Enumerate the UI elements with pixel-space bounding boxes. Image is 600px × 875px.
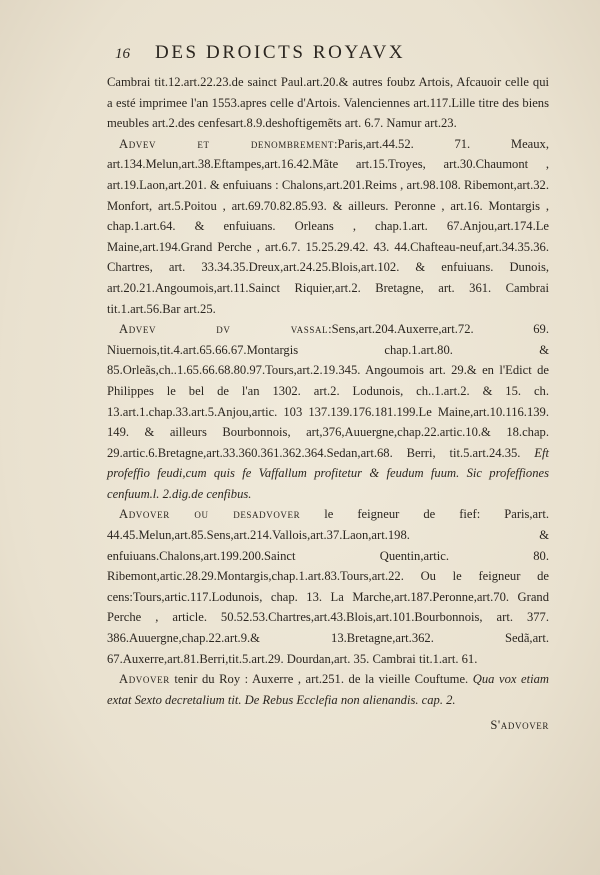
entry-heading: Advover ou desadvover [119, 507, 301, 522]
page-number: 16 [115, 46, 130, 62]
text-block [107, 42, 549, 736]
paragraph [107, 504, 549, 669]
paragraph-text: tenir du Roy : Auxerre , art.251. de la vieille Couftume. [169, 672, 473, 687]
paragraph [107, 134, 549, 319]
paragraph [107, 669, 549, 710]
paragraph [107, 319, 549, 504]
entry-heading: Advev dv vassal [119, 322, 329, 337]
entry-heading: Advev et denombrement [119, 136, 335, 151]
entry-heading: Advover [119, 672, 170, 687]
page-header [107, 42, 549, 70]
paragraph [107, 72, 549, 134]
catchword: S'advover [490, 718, 549, 733]
paragraph-text: Cambrai tit.12.art.22.23.de sainct Paul.art.20.& autres foubz Artois, Afcauoir celle qui a esté imprimee l'an 1553.apres celle d'Artois. Valenciennes art.117.Lille titre des biens meubles art.2.des cenfesart.8.9.deshoftigemẽts art. 6.7. Namur art.23. [107, 75, 549, 131]
latin-citation: Eft profeffio feudi,cum quis fe Vaffallum profitetur & feudum fuum. Sic profeffiones cenfuum.l. 2.dig.de cenfibus. [107, 445, 549, 501]
paragraph-text: le feigneur de fief: Paris,art. 44.45.Melun,art.85.Sens,art.214.Vallois,art.37.Laon,art.198. & enfuiuans.Chalons,art.199.200.Sainct Quentin,artic. 80. Ribemont,artic.28.29.Montargis,chap.1.art.83.Tours,art.22. Ou le feigneur de cens:Tours,artic.117.Lodunois, chap. 13. La Marche,art.187.Peronne,art.70. Grand Perche , article. 50.52.53.Chartres,art.43.Blois,art.101.Bourbonnois, art. 377. 386.Auuergne,chap.22.art.9.& 13.Bretagne,art.362. Sedã,art. 67.Auxerre,art.81.Berri,tit.5.art.29. Dourdan,art. 35. Cambrai tit.1.art. 61. [107, 507, 549, 666]
paragraph-text: :Paris,art.44.52. 71. Meaux, art.134.Melun,art.38.Eftampes,art.16.42.Mãte art.15.Troyes, art.30.Chaumont , art.19.Laon,art.201. & enfuiuans : Chalons,art.201.Reims , art.98.108. Ribemont,art.32. Monfort, art.5.Poitou , art.69.70.82.85.93. & ailleurs. Peronne , art.16. Montargis , chap.1.art.64. & enfuiuans. Orleans , chap.1.art. 67.Anjou,art.174.Le Maine,art.194.Grand Perche , art.6.7. 15.25.29.42. 43. 44.Chafteau-neuf,art.34.35.36. Chartres, art. 33.34.35.Dreux,art.24.25.Blois,art.102. & enfuiuans. Dunois, art.20.21.Angoumois,art.11.Sainct Riquier,art.2. Bretagne, art. 361. Cambrai tit.1.art.56.Bar art.25. [107, 136, 549, 316]
paragraph-text: :Sens,art.204.Auxerre,art.72. 69. Niuernois,tit.4.art.65.66.67.Montargis chap.1.art.80. & 85.Orleãs,ch..1.65.66.68.80.97.Tours,art.2.19.345. Angoumois art. 29.& en l'Edict de Philippes le bel de l'an 1302. art.2. Lodunois, ch..1.art.2. & 15. ch. 13.art.1.chap.33.art.5.Anjou,artic. 103 137.139.176.181.199.Le Maine,art.10.116.139. 149. & ailleurs Bourbonnois, art,376,Auuergne,chap.22.artic.10.& 18.chap. 29.artic.6.Bretagne,art.33.360.361.362.364.Sedan,art.68. Berri, tit.5.art.24.35. [107, 322, 549, 460]
latin-citation: Qua vox etiam extat Sexto decretalium tit. De Rebus Ecclefia non alienandis. cap. 2. [107, 672, 549, 707]
body-text [107, 72, 549, 710]
running-title: DES DROICTS ROYAVX [155, 42, 406, 63]
